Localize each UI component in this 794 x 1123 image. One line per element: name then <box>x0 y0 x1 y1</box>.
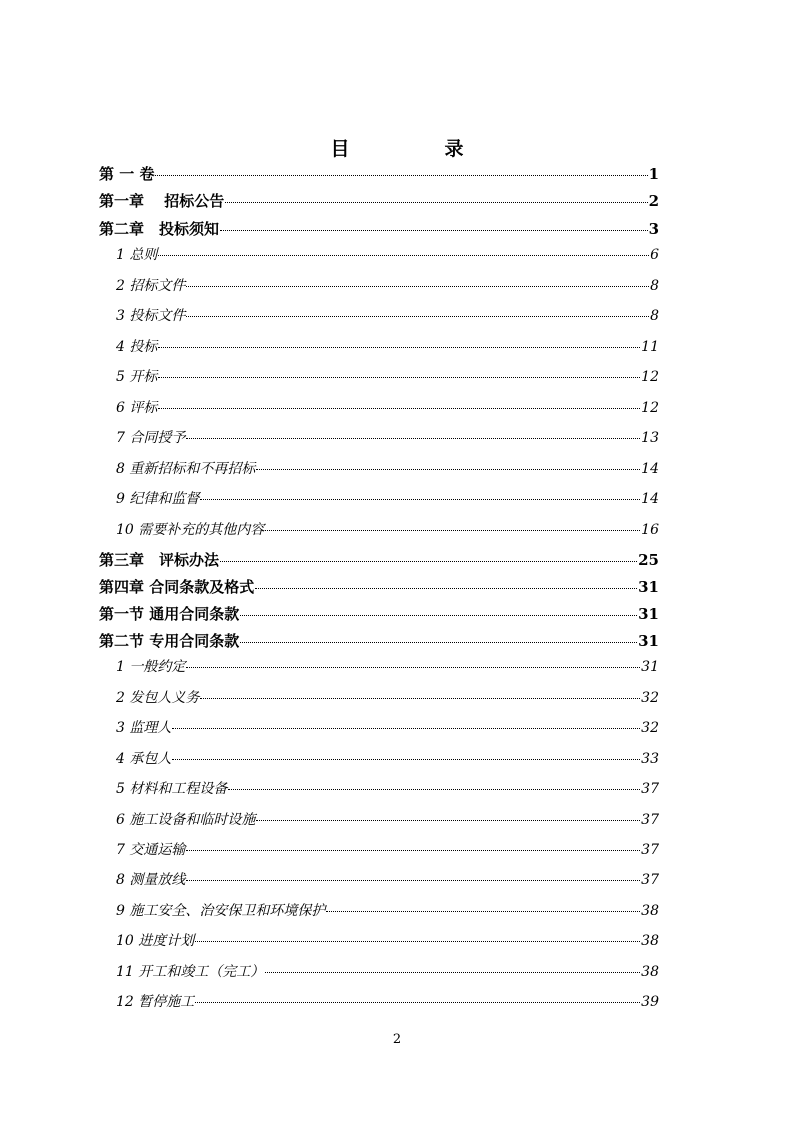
toc-dot-leader <box>158 377 640 378</box>
toc-entry-page: 12 <box>641 400 659 416</box>
page-number: 2 <box>392 1032 402 1047</box>
toc-entry-page: 32 <box>641 690 659 706</box>
toc-dot-leader <box>172 759 640 760</box>
toc-entry-title: 1 一般约定 <box>116 659 186 675</box>
toc-entry-title: 5 材料和工程设备 <box>116 781 228 797</box>
toc-entry-title: 第一章 招标公告 <box>99 192 225 210</box>
toc-entry-page: 12 <box>641 369 659 385</box>
toc-dot-leader <box>155 175 647 176</box>
toc-entry-page: 1 <box>648 165 659 183</box>
toc-entry[interactable] <box>116 275 659 297</box>
toc-entry[interactable] <box>99 163 659 185</box>
toc-entry-title: 6 评标 <box>116 400 158 416</box>
toc-dot-leader <box>326 911 640 912</box>
toc-entry-title: 12 暂停施工 <box>116 994 195 1010</box>
toc-entry-title: 9 施工安全、治安保卫和环境保护 <box>116 903 326 919</box>
toc-entry-page: 38 <box>641 903 659 919</box>
toc-entry-title: 6 施工设备和临时设施 <box>116 812 256 828</box>
toc-dot-leader <box>220 230 648 231</box>
toc-entry-page: 33 <box>641 751 659 767</box>
toc-entry-page: 37 <box>641 872 659 888</box>
toc-dot-leader <box>255 588 637 589</box>
toc-entry-page: 14 <box>641 461 659 477</box>
toc-entry-page: 31 <box>638 578 659 596</box>
toc-dot-leader <box>200 499 640 500</box>
toc-entry-page: 31 <box>641 659 659 675</box>
toc-entry-title: 第四章 合同条款及格式 <box>99 578 255 596</box>
toc-entry-page: 31 <box>638 632 659 650</box>
toc-entry[interactable] <box>116 366 659 388</box>
toc-dot-leader <box>158 255 649 256</box>
page-title: 目 录 <box>330 138 502 160</box>
toc-dot-leader <box>186 316 649 317</box>
toc-entry[interactable] <box>116 656 659 678</box>
toc-entry-page: 11 <box>641 339 659 355</box>
toc-dot-leader <box>186 850 640 851</box>
toc-entry-page: 31 <box>638 605 659 623</box>
toc-entry-page: 6 <box>650 247 659 263</box>
toc-entry-page: 32 <box>641 720 659 736</box>
toc-dot-leader <box>186 667 640 668</box>
toc-dot-leader <box>200 698 640 699</box>
toc-entry-page: 14 <box>641 491 659 507</box>
toc-entry[interactable] <box>99 190 659 212</box>
toc-entry[interactable] <box>116 519 659 541</box>
toc-entry[interactable] <box>116 687 659 709</box>
toc-entry[interactable] <box>116 748 659 770</box>
toc-entry[interactable] <box>116 778 659 800</box>
toc-entry-title: 2 发包人义务 <box>116 690 200 706</box>
toc-entry-page: 2 <box>648 192 659 210</box>
toc-entry-page: 8 <box>650 308 659 324</box>
toc-entry-title: 8 测量放线 <box>116 872 186 888</box>
toc-entry-title: 第二章 投标须知 <box>99 220 220 238</box>
toc-dot-leader <box>240 615 637 616</box>
toc-entry[interactable] <box>99 630 659 652</box>
toc-dot-leader <box>256 820 640 821</box>
toc-dot-leader <box>186 286 649 287</box>
toc-entry-title: 8 重新招标和不再招标 <box>116 461 256 477</box>
toc-dot-leader <box>256 469 640 470</box>
toc-entry-title: 10 进度计划 <box>116 933 195 949</box>
toc-entry-title: 第二节 专用合同条款 <box>99 632 240 650</box>
toc-entry-title: 第 一 卷 <box>99 165 155 183</box>
toc-entry-title: 2 招标文件 <box>116 278 186 294</box>
toc-entry-page: 37 <box>641 842 659 858</box>
toc-entry[interactable] <box>116 488 659 510</box>
toc-entry[interactable] <box>116 305 659 327</box>
toc-entry[interactable] <box>116 809 659 831</box>
toc-entry[interactable] <box>116 336 659 358</box>
toc-dot-leader <box>158 347 640 348</box>
toc-entry[interactable] <box>116 397 659 419</box>
toc-dot-leader <box>158 408 640 409</box>
toc-dot-leader <box>228 789 640 790</box>
toc-dot-leader <box>172 728 640 729</box>
toc-entry-page: 3 <box>648 220 659 238</box>
toc-entry-page: 37 <box>641 781 659 797</box>
toc-entry-title: 4 承包人 <box>116 751 172 767</box>
toc-entry[interactable] <box>99 218 659 240</box>
toc-entry[interactable] <box>116 717 659 739</box>
toc-entry[interactable] <box>116 961 659 983</box>
toc-dot-leader <box>186 438 640 439</box>
toc-entry[interactable] <box>99 576 659 598</box>
toc-dot-leader <box>220 561 637 562</box>
toc-entry[interactable] <box>116 991 659 1013</box>
toc-entry-title: 第三章 评标办法 <box>99 551 220 569</box>
toc-entry[interactable] <box>116 839 659 861</box>
toc-entry[interactable] <box>116 427 659 449</box>
toc-entry-title: 3 投标文件 <box>116 308 186 324</box>
toc-dot-leader <box>195 941 640 942</box>
toc-dot-leader <box>195 1002 640 1003</box>
toc-entry-title: 10 需要补充的其他内容 <box>116 522 265 538</box>
toc-entry-title: 11 开工和竣工（完工） <box>116 964 265 980</box>
toc-entry-title: 9 纪律和监督 <box>116 491 200 507</box>
toc-entry-page: 8 <box>650 278 659 294</box>
toc-entry-page: 38 <box>641 933 659 949</box>
toc-entry-title: 4 投标 <box>116 339 158 355</box>
toc-entry[interactable] <box>116 244 659 266</box>
toc-entry[interactable] <box>116 930 659 952</box>
toc-entry[interactable] <box>116 869 659 891</box>
toc-entry-page: 37 <box>641 812 659 828</box>
toc-entry-title: 第一节 通用合同条款 <box>99 605 240 623</box>
toc-entry-page: 16 <box>641 522 659 538</box>
toc-dot-leader <box>265 972 640 973</box>
toc-entry-title: 1 总则 <box>116 247 158 263</box>
toc-entry-title: 5 开标 <box>116 369 158 385</box>
toc-dot-leader <box>186 880 640 881</box>
toc-entry-page: 13 <box>641 430 659 446</box>
toc-dot-leader <box>225 202 647 203</box>
toc-entry[interactable] <box>99 603 659 625</box>
toc-entry-page: 25 <box>638 551 659 569</box>
toc-dot-leader <box>265 530 640 531</box>
toc-entry[interactable] <box>99 549 659 571</box>
toc-entry-title: 7 交通运输 <box>116 842 186 858</box>
toc-entry-title: 3 监理人 <box>116 720 172 736</box>
toc-entry[interactable] <box>116 900 659 922</box>
toc-entry-title: 7 合同授予 <box>116 430 186 446</box>
toc-entry[interactable] <box>116 458 659 480</box>
toc-dot-leader <box>240 642 637 643</box>
toc-entry-page: 39 <box>641 994 659 1010</box>
toc-entry-page: 38 <box>641 964 659 980</box>
